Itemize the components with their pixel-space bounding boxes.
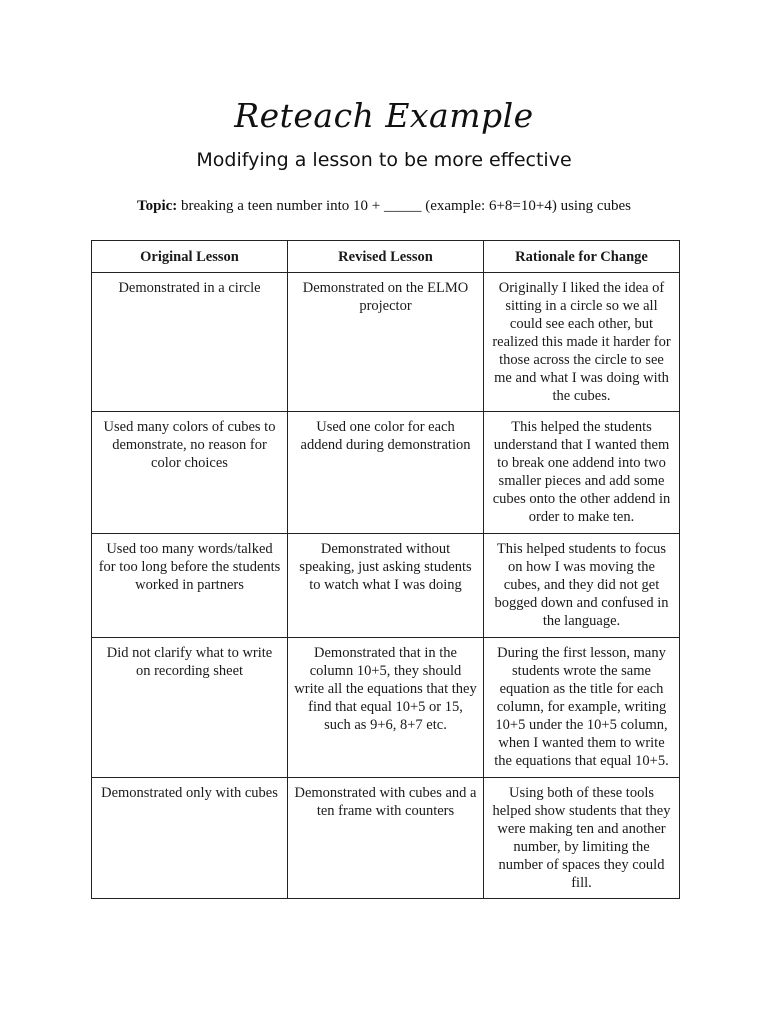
cell-revised-lesson: Demonstrated on the ELMO projector (288, 273, 484, 412)
table-row (92, 534, 680, 638)
table-header-row (92, 241, 680, 273)
cell-original-lesson: Demonstrated only with cubes (92, 778, 288, 899)
cell-revised-lesson: Demonstrated without speaking, just asking students to watch what I was doing (288, 534, 484, 638)
table-row (92, 778, 680, 899)
cell-original-lesson: Demonstrated in a circle (92, 273, 288, 412)
table-row (92, 412, 680, 534)
header-revised-lesson: Revised Lesson (288, 241, 484, 273)
header-rationale: Rationale for Change (484, 241, 680, 273)
header-original-lesson: Original Lesson (92, 241, 288, 273)
document-subtitle: Modifying a lesson to be more effective (196, 149, 572, 171)
cell-revised-lesson: Demonstrated that in the column 10+5, they should write all the equations that they find that equal 10+5 or 15, such as 9+6, 8+7 etc. (288, 638, 484, 778)
table-row (92, 638, 680, 778)
cell-revised-lesson: Demonstrated with cubes and a ten frame with counters (288, 778, 484, 899)
lesson-comparison-table (91, 240, 680, 899)
cell-original-lesson: Used too many words/talked for too long before the students worked in partners (92, 534, 288, 638)
cell-rationale: During the first lesson, many students wrote the same equation as the title for each column, for example, writing 10+5 under the 10+5 column, when I wanted them to write the equations that equal 10+5. (484, 638, 680, 778)
topic-label: Topic: (136, 198, 178, 214)
cell-rationale: Originally I liked the idea of sitting in a circle so we all could see each other, but realized this made it harder for those across the circle to see me and what I was doing with the cubes. (484, 273, 680, 412)
cell-rationale: This helped the students understand that I wanted them to break one addend into two smaller pieces and add some cubes onto the other addend in order to make ten. (484, 412, 680, 534)
cell-original-lesson: Did not clarify what to write on recording sheet (92, 638, 288, 778)
topic-line (0, 198, 768, 215)
cell-revised-lesson: Used one color for each addend during demonstration (288, 412, 484, 534)
topic-text: breaking a teen number into 10 + _____ (example: 6+8=10+4) using cubes (177, 198, 632, 214)
table-row (92, 273, 680, 412)
document-title: Reteach Example (234, 96, 534, 135)
cell-rationale: This helped students to focus on how I was moving the cubes, and they did not get bogged down and confused in the language. (484, 534, 680, 638)
cell-rationale: Using both of these tools helped show students that they were making ten and another number, by limiting the number of spaces they could fill. (484, 778, 680, 899)
cell-original-lesson: Used many colors of cubes to demonstrate, no reason for color choices (92, 412, 288, 534)
